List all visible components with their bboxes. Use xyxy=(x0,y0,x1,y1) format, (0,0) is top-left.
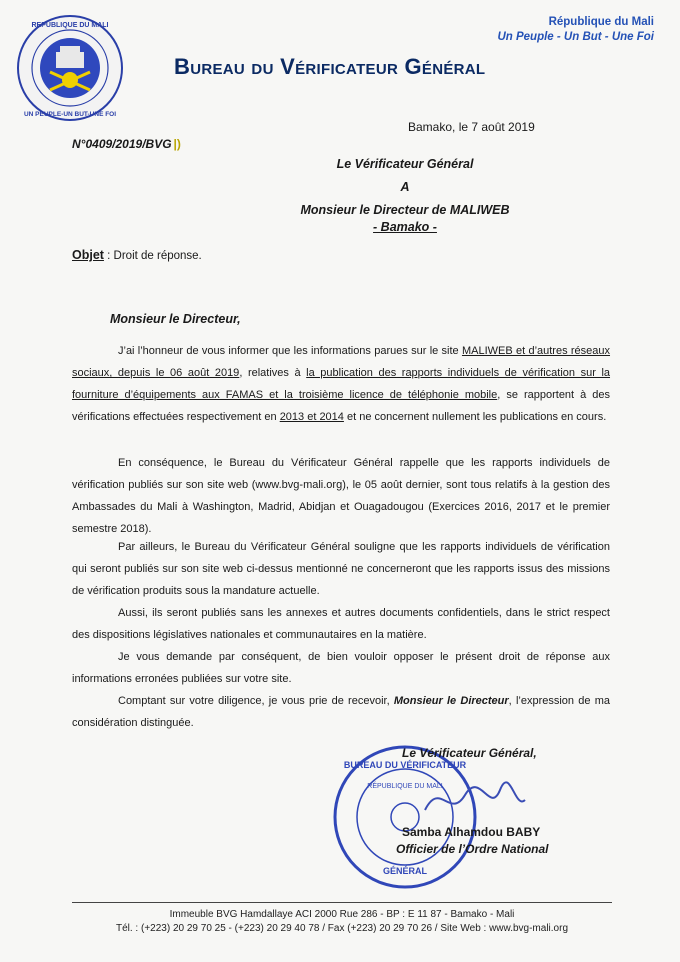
paragraph-6: Comptant sur votre diligence, je vous prie de recevoir, Monsieur le Directeur, l’expression de ma considération distinguée. xyxy=(72,695,610,729)
footer xyxy=(72,908,612,936)
svg-text:BUREAU DU VÉRIFICATEUR: BUREAU DU VÉRIFICATEUR xyxy=(343,760,467,770)
subject-label: Objet xyxy=(72,248,104,262)
country-header xyxy=(497,16,654,43)
footer-divider xyxy=(72,902,612,903)
paragraph-5: Je vous demande par conséquent, de bien vouloir opposer le présent droit de réponse aux informations erronées publiées sur votre site. xyxy=(72,651,610,685)
subject-text: : Droit de réponse. xyxy=(103,250,202,262)
svg-text:GÉNÉRAL: GÉNÉRAL xyxy=(382,866,428,876)
signature-rank: Officier de l’Ordre National xyxy=(396,842,549,856)
svg-text:RÉPUBLIQUE DU MALI: RÉPUBLIQUE DU MALI xyxy=(367,783,443,790)
recipient-city: - Bamako - xyxy=(373,220,437,234)
page-title: Bureau du Vérificateur Général xyxy=(174,54,486,79)
svg-text:REPUBLIQUE DU MALI: REPUBLIQUE DU MALI xyxy=(31,22,109,29)
signature-name: Samba Alhamdou BABY xyxy=(402,825,541,839)
recipient: Monsieur le Directeur de MALIWEB xyxy=(300,203,510,217)
paragraph-2: En conséquence, le Bureau du Vérificateur Général rappelle que les rapports individuels de vérification publiés sur son site web (www.bvg-mali.org), le 05 août dernier, sont tous relatifs à la gestion des Ambassades du Mali à Washington, Madrid, Abidjan et Ouagadougou (Exercices 2016, 2017 et le premier semestre 2018). xyxy=(72,457,610,535)
salutation: Monsieur le Directeur, xyxy=(110,312,241,326)
place-date: Bamako, le 7 août 2019 xyxy=(408,120,535,134)
subject-line xyxy=(72,248,202,262)
country-name: République du Mali xyxy=(548,16,654,28)
svg-text:UN PEUPLE-UN BUT-UNE FOI: UN PEUPLE-UN BUT-UNE FOI xyxy=(23,111,117,118)
mali-emblem-logo xyxy=(14,12,126,124)
to-word: A xyxy=(400,180,410,194)
sender-title: Le Vérificateur Général xyxy=(336,157,474,171)
signature-title: Le Vérificateur Général, xyxy=(402,746,537,760)
footer-address: Immeuble BVG Hamdallaye ACI 2000 Rue 286 - BP : E 11 87 - Bamako - Mali xyxy=(169,909,515,920)
country-motto: Un Peuple - Un But - Une Foi xyxy=(497,31,654,43)
reference-number: N°0409/2019/BVG |) xyxy=(72,137,181,151)
handwritten-signature xyxy=(420,770,530,830)
paragraph-3: Par ailleurs, le Bureau du Vérificateur Général souligne que les rapports individuels de vérification qui seront publiés sur son site web ci-dessus mentionné ne concerneront que les rapports issus des missions de vérification produits sous la mandature actuelle. xyxy=(72,541,610,597)
paragraph-4: Aussi, ils seront publiés sans les annexes et autres documents confidentiels, dans le strict respect des dispositions législatives nationales et communautaires en la matière. xyxy=(72,607,610,641)
footer-contact: Tél. : (+223) 20 29 70 25 - (+223) 20 29 40 78 / Fax (+223) 20 29 70 26 / Site Web : www.bvg-mali.org xyxy=(115,923,569,934)
paragraph-1: J’ai l’honneur de vous informer que les informations parues sur le site MALIWEB et d’autres réseaux sociaux, depuis le 06 août 2019, relatives à la publication des rapports individuels de vérification sur la fourniture d’équipements aux FAMAS et la troisième licence de téléphonie mobile, se rapportent à des vérifications effectuées respectivement en 2013 et 2014 et ne concernent nullement les publications en cours. xyxy=(72,345,611,423)
